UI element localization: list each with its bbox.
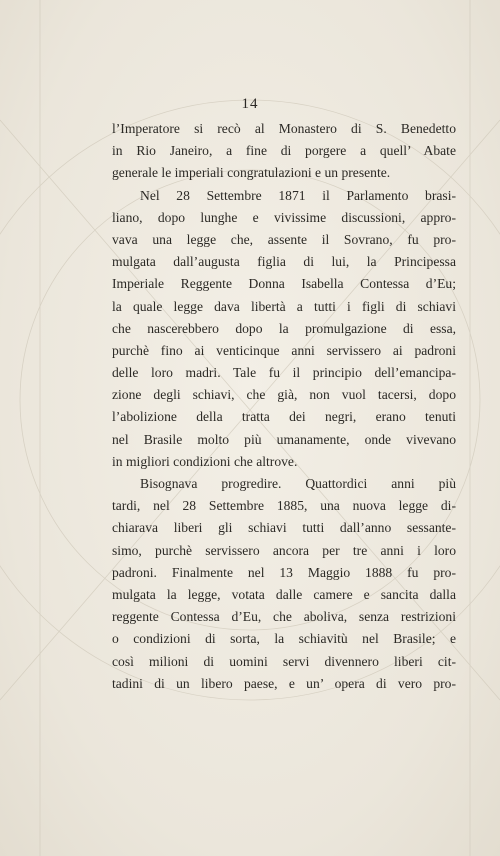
text-line: purchè fino ai venticinque anni servissero ai padroni [112,342,456,358]
text-line: generale le imperiali congratulazioni e un presente. [112,165,391,181]
page-number: 14 [241,96,259,112]
body-text [112,118,456,695]
text-line: l’abolizione della tratta dei negri, erano tenuti [112,409,456,425]
text-line: Bisognava progredire. Quattordici anni più [140,476,456,491]
text-line: così milioni di uomini servi divennero liberi cit- [112,653,456,669]
text-line: tardi, nel 28 Settembre 1885, una nuova legge di- [112,498,456,514]
text-line: Imperiale Reggente Donna Isabella Contessa d’Eu; [112,276,456,292]
text-line: delle loro madri. Tale fu il principio dell’emancipa- [112,365,456,381]
text-line: l’Imperatore si recò al Monastero di S. Benedetto [112,121,456,136]
text-line: che nascerebbero dopo la promulgazione di essa, [112,320,456,336]
text-line: simo, purchè servissero ancora per tre anni i loro [112,542,456,558]
text-line: o condizioni di sorta, la schiavitù nel Brasile; e [112,631,456,647]
text-line: mulgata dall’augusta figlia di lui, la Principessa [112,254,456,270]
text-line: in migliori condizioni che altrove. [112,453,298,469]
text-line: liano, dopo lunghe e vivissime discussioni, appro- [112,209,456,225]
text-line: Nel 28 Settembre 1871 il Parlamento brasi- [140,187,456,203]
text-line: nel Brasile molto più umanamente, onde vivevano [112,431,456,447]
text-line: mulgata la legge, votata dalle camere e sancita dalla [112,586,456,602]
text-line: in Rio Janeiro, a fine di porgere a quell’ Abate [112,143,456,159]
text-line: vava una legge che, assente il Sovrano, fu pro- [112,231,456,247]
text-line: la quale legge dava libertà a tutti i figli di schiavi [112,298,456,314]
text-line: tadini di un libero paese, e un’ opera di vero pro- [112,675,456,691]
text-line: padroni. Finalmente nel 13 Maggio 1888 fu pro- [112,564,456,580]
text-line: zione degli schiavi, che già, non vuol tacersi, dopo [112,387,456,403]
text-line: reggente Contessa d’Eu, che aboliva, senza restrizioni [112,609,456,625]
text-line: chiarava liberi gli schiavi tutti dall’anno sessante- [112,520,456,536]
